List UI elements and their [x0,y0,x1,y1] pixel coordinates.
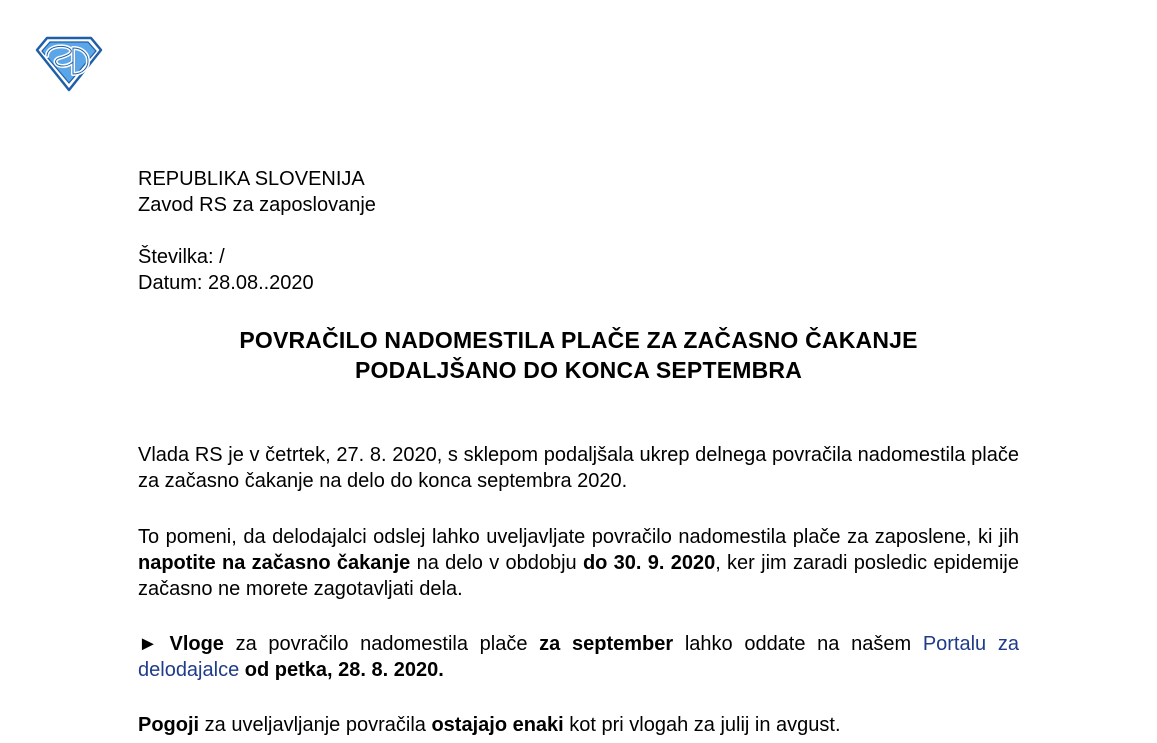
title-line-2: PODALJŠANO DO KONCA SEPTEMBRA [354,357,803,383]
p3-bold-1: ► Vloge [138,633,224,655]
p2-text-3: , ker jim zaradi posledic epidemije začasno ne morete zagotavljati dela. [138,552,1019,600]
p4-text-2: kot pri vlogah za julij in avgust. [563,714,841,736]
paragraph-4 [138,712,1019,738]
p4-bold-2: ostajajo enaki [431,714,564,736]
issuer-agency: Zavod RS za zaposlovanje [138,194,376,216]
document-date: Datum: 28.08..2020 [138,272,314,294]
document-meta [138,244,314,296]
p2-text-2: na delo v obdobju [410,552,583,574]
p3-text-2: lahko oddate na našem [673,633,923,655]
p4-text-1: za uveljavljanje povračila [199,714,432,736]
issuer-country: REPUBLIKA SLOVENIJA [138,168,365,190]
paragraph-1: Vlada RS je v četrtek, 27. 8. 2020, s sklepom podaljšala ukrep delnega povračila nadomestila plače za začasno čakanje na delo do konca septembra 2020. [138,444,1019,492]
p3-bold-2: za september [539,633,674,655]
employer-portal-link[interactable]: Portalu za delodajalce [138,633,1019,681]
p4-bold-1: Pogoji [138,714,200,736]
document-number: Številka: / [138,246,225,268]
paragraph-2 [138,524,1019,602]
p2-bold-2: do 30. 9. 2020 [582,552,716,574]
issuer-block [138,166,376,218]
p3-bold-3: od petka, 28. 8. 2020. [244,659,444,681]
p2-bold-1: napotite na začasno čakanje [138,552,411,574]
p3-text-1: za povračilo nadomestila plače [223,633,540,655]
p2-text-1: To pomeni, da delodajalci odslej lahko uveljavljate povračilo nadomestila plače za zaposlene, ki jih [138,526,1019,548]
title-line-1: POVRAČILO NADOMESTILA PLAČE ZA ZAČASNO ČAKANJE [239,327,918,353]
document-title [0,325,1157,385]
zrsz-logo-icon [33,36,105,92]
paragraph-3 [138,631,1019,683]
